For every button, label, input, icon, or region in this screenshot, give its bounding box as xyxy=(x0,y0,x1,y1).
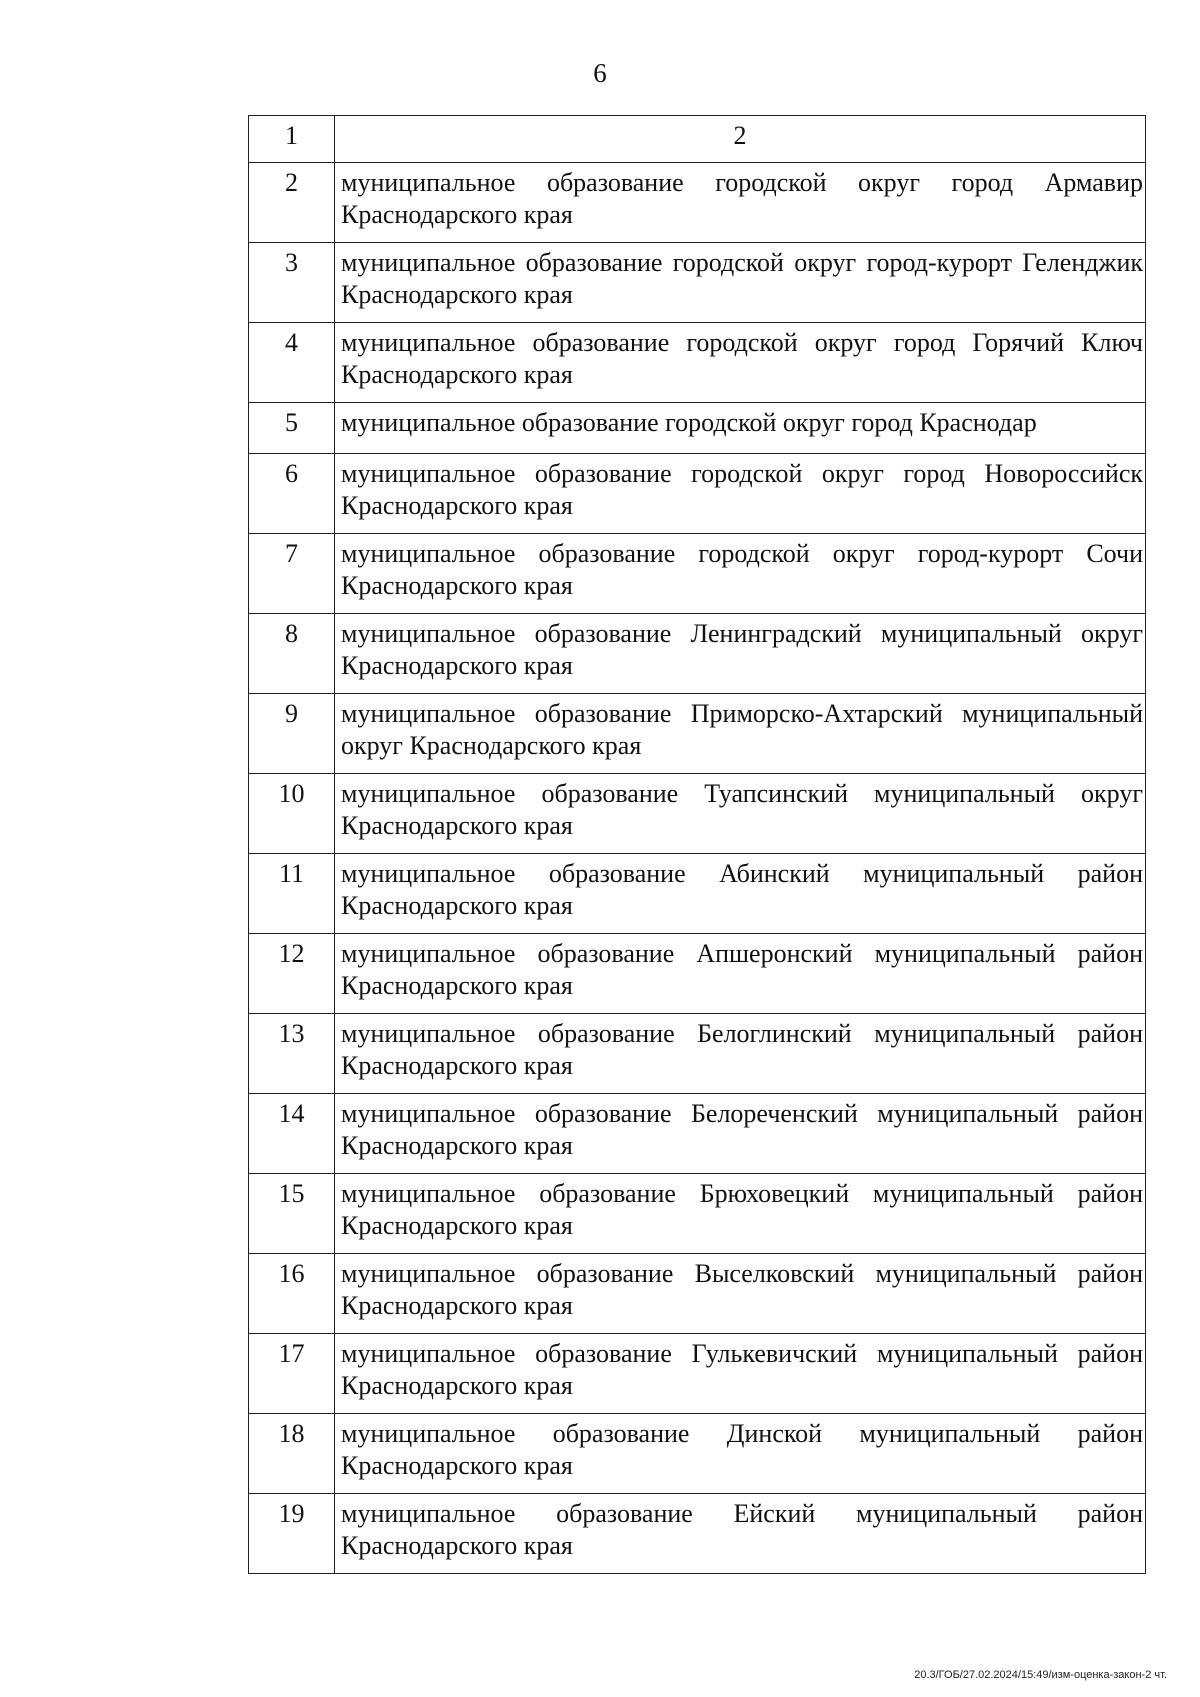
row-number: 11 xyxy=(249,854,335,934)
row-number: 13 xyxy=(249,1014,335,1094)
row-number: 18 xyxy=(249,1414,335,1494)
municipality-name: муниципальное образование городской округ город Новороссийск Краснодарского края xyxy=(335,454,1146,534)
municipality-name: муниципальное образование Выселковский муниципальный район Краснодарского края xyxy=(335,1254,1146,1334)
municipality-name: муниципальное образование Динской муниципальный район Краснодарского края xyxy=(335,1414,1146,1494)
row-number: 4 xyxy=(249,323,335,403)
table-row xyxy=(249,1414,1146,1494)
municipality-name: муниципальное образование городской округ город Краснодар xyxy=(335,403,1146,454)
row-number: 7 xyxy=(249,534,335,614)
municipality-name: муниципальное образование Ленинградский муниципальный округ Краснодарского края xyxy=(335,614,1146,694)
table-row xyxy=(249,163,1146,243)
table-header-row xyxy=(249,116,1146,163)
municipality-name: муниципальное образование Гулькевичский муниципальный район Краснодарского края xyxy=(335,1334,1146,1414)
municipality-name: муниципальное образование городской округ город-курорт Геленджик Краснодарского края xyxy=(335,243,1146,323)
table-row xyxy=(249,534,1146,614)
table-row xyxy=(249,1014,1146,1094)
table-row xyxy=(249,1334,1146,1414)
page-number: 6 xyxy=(593,58,607,88)
row-number: 10 xyxy=(249,774,335,854)
column-header-name: 2 xyxy=(335,116,1146,163)
municipality-table xyxy=(248,115,1146,1574)
table-row xyxy=(249,1494,1146,1574)
row-number: 2 xyxy=(249,163,335,243)
municipality-name: муниципальное образование Приморско-Ахтарский муниципальный округ Краснодарского края xyxy=(335,694,1146,774)
table-row xyxy=(249,1094,1146,1174)
row-number: 14 xyxy=(249,1094,335,1174)
municipality-name: муниципальное образование городской округ город-курорт Сочи Краснодарского края xyxy=(335,534,1146,614)
document-footer-stamp: 20.3/ГОБ/27.02.2024/15:49/изм-оценка-закон-2 чт. xyxy=(914,1669,1167,1681)
municipality-name: муниципальное образование Белоглинский муниципальный район Краснодарского края xyxy=(335,1014,1146,1094)
municipality-name: муниципальное образование Белореченский муниципальный район Краснодарского края xyxy=(335,1094,1146,1174)
table-row xyxy=(249,934,1146,1014)
row-number: 16 xyxy=(249,1254,335,1334)
municipality-name: муниципальное образование Ейский муниципальный район Краснодарского края xyxy=(335,1494,1146,1574)
table-row xyxy=(249,323,1146,403)
municipality-name: муниципальное образование Брюховецкий муниципальный район Краснодарского края xyxy=(335,1174,1146,1254)
row-number: 6 xyxy=(249,454,335,534)
municipality-name: муниципальное образование городской округ город Горячий Ключ Краснодарского края xyxy=(335,323,1146,403)
municipality-name: муниципальное образование Туапсинский муниципальный округ Краснодарского края xyxy=(335,774,1146,854)
table-row xyxy=(249,694,1146,774)
municipality-name: муниципальное образование Абинский муниципальный район Краснодарского края xyxy=(335,854,1146,934)
table-row xyxy=(249,1174,1146,1254)
table-row xyxy=(249,403,1146,454)
row-number: 8 xyxy=(249,614,335,694)
row-number: 15 xyxy=(249,1174,335,1254)
column-header-number: 1 xyxy=(249,116,335,163)
municipality-name: муниципальное образование Апшеронский муниципальный район Краснодарского края xyxy=(335,934,1146,1014)
table-row xyxy=(249,454,1146,534)
row-number: 3 xyxy=(249,243,335,323)
table-row xyxy=(249,854,1146,934)
table-row xyxy=(249,614,1146,694)
row-number: 9 xyxy=(249,694,335,774)
table-row xyxy=(249,1254,1146,1334)
row-number: 12 xyxy=(249,934,335,1014)
row-number: 19 xyxy=(249,1494,335,1574)
table-row xyxy=(249,243,1146,323)
row-number: 5 xyxy=(249,403,335,454)
municipality-name: муниципальное образование городской округ город Армавир Краснодарского края xyxy=(335,163,1146,243)
table-row xyxy=(249,774,1146,854)
row-number: 17 xyxy=(249,1334,335,1414)
